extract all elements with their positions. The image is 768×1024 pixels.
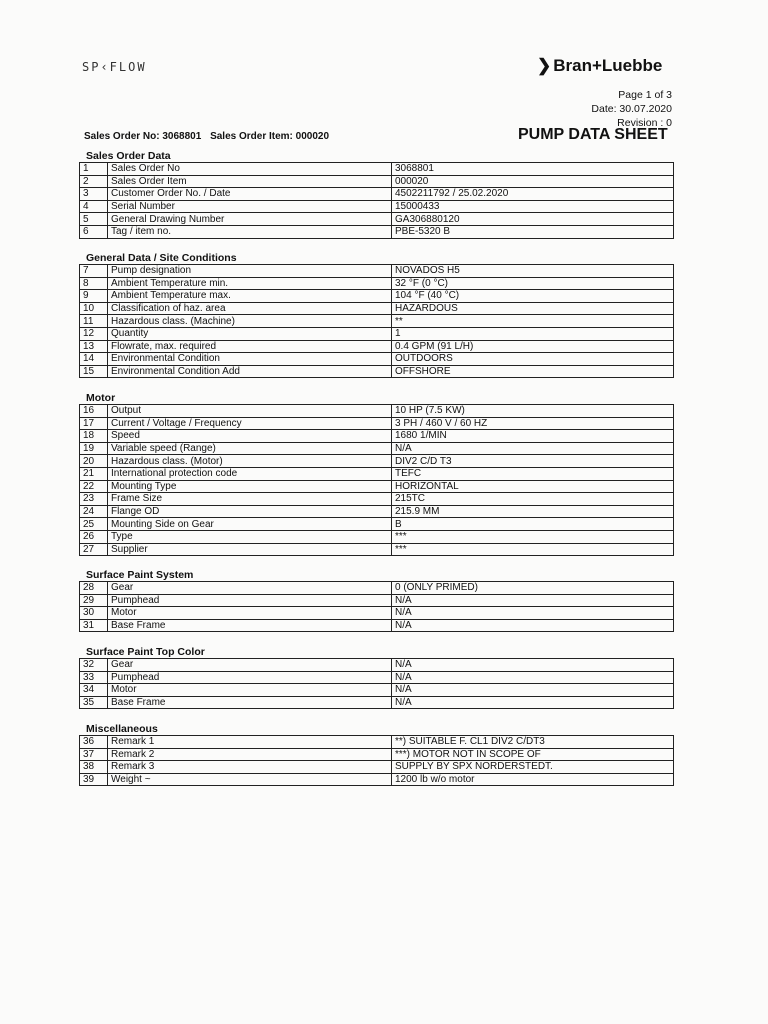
row-label: Ambient Temperature min.	[108, 277, 392, 290]
table-row	[80, 340, 674, 353]
table-row	[80, 505, 674, 518]
row-label: Hazardous class. (Machine)	[108, 315, 392, 328]
row-label: Output	[108, 405, 392, 418]
table-row	[80, 302, 674, 315]
row-label: Sales Order Item	[108, 175, 392, 188]
section-title: Motor	[86, 392, 116, 404]
page-number: Page 1 of 3	[618, 89, 672, 101]
row-number: 38	[80, 761, 108, 774]
table-row	[80, 455, 674, 468]
document-title: PUMP DATA SHEET	[518, 126, 668, 143]
bran-luebbe-logo	[537, 56, 662, 76]
row-number: 37	[80, 748, 108, 761]
row-label: Pumphead	[108, 594, 392, 607]
spxflow-logo: SP‹FLOW	[82, 60, 147, 74]
row-number: 10	[80, 302, 108, 315]
section-title: Miscellaneous	[86, 723, 158, 735]
row-value: N/A	[392, 659, 674, 672]
sales-order-item: Sales Order Item: 000020	[210, 131, 330, 142]
table-row	[80, 773, 674, 786]
table-row	[80, 430, 674, 443]
table-row	[80, 467, 674, 480]
table-row	[80, 748, 674, 761]
row-number: 2	[80, 175, 108, 188]
table-row	[80, 188, 674, 201]
row-value: 215.9 MM	[392, 505, 674, 518]
row-value: **	[392, 315, 674, 328]
table-row	[80, 417, 674, 430]
row-value: 4502211792 / 25.02.2020	[392, 188, 674, 201]
row-value: SUPPLY BY SPX NORDERSTEDT.	[392, 761, 674, 774]
row-label: Quantity	[108, 327, 392, 340]
row-number: 17	[80, 417, 108, 430]
row-label: Base Frame	[108, 696, 392, 709]
sales-order-line	[84, 131, 335, 142]
miscellaneous-table	[79, 735, 674, 786]
row-value: N/A	[392, 696, 674, 709]
row-number: 30	[80, 607, 108, 620]
table-row	[80, 163, 674, 176]
row-number: 20	[80, 455, 108, 468]
table-row	[80, 200, 674, 213]
row-value: 15000433	[392, 200, 674, 213]
row-label: Flange OD	[108, 505, 392, 518]
bran-luebbe-logo-text: Bran+Luebbe	[553, 56, 663, 75]
section-title: Sales Order Data	[86, 150, 171, 162]
row-number: 26	[80, 530, 108, 543]
row-label: Classification of haz. area	[108, 302, 392, 315]
row-value: 215TC	[392, 493, 674, 506]
row-number: 3	[80, 188, 108, 201]
row-label: Gear	[108, 659, 392, 672]
row-number: 24	[80, 505, 108, 518]
row-number: 14	[80, 353, 108, 366]
row-value: N/A	[392, 594, 674, 607]
row-label: Current / Voltage / Frequency	[108, 417, 392, 430]
row-value: N/A	[392, 619, 674, 632]
table-row	[80, 225, 674, 238]
row-value: 32 °F (0 °C)	[392, 277, 674, 290]
row-label: Type	[108, 530, 392, 543]
row-value: GA306880120	[392, 213, 674, 226]
table-row	[80, 696, 674, 709]
row-label: Hazardous class. (Motor)	[108, 455, 392, 468]
table-row	[80, 315, 674, 328]
row-label: General Drawing Number	[108, 213, 392, 226]
document-revision: Revision : 0	[617, 117, 672, 129]
row-label: Supplier	[108, 543, 392, 556]
row-value: 3068801	[392, 163, 674, 176]
row-label: Base Frame	[108, 619, 392, 632]
row-number: 15	[80, 365, 108, 378]
sales-order-no: Sales Order No: 3068801	[84, 131, 202, 142]
row-label: Environmental Condition	[108, 353, 392, 366]
row-label: Environmental Condition Add	[108, 365, 392, 378]
table-row	[80, 619, 674, 632]
row-number: 35	[80, 696, 108, 709]
row-label: Mounting Type	[108, 480, 392, 493]
row-value: 0.4 GPM (91 L/H)	[392, 340, 674, 353]
row-number: 32	[80, 659, 108, 672]
row-number: 9	[80, 290, 108, 303]
row-value: 10 HP (7.5 KW)	[392, 405, 674, 418]
row-number: 4	[80, 200, 108, 213]
row-value: 3 PH / 460 V / 60 HZ	[392, 417, 674, 430]
row-label: Variable speed (Range)	[108, 442, 392, 455]
table-row	[80, 327, 674, 340]
row-value: 104 °F (40 °C)	[392, 290, 674, 303]
row-value: OFFSHORE	[392, 365, 674, 378]
row-value: 1	[392, 327, 674, 340]
row-label: Frame Size	[108, 493, 392, 506]
row-value: B	[392, 518, 674, 531]
table-row	[80, 671, 674, 684]
row-label: Ambient Temperature max.	[108, 290, 392, 303]
row-label: Pump designation	[108, 265, 392, 278]
chevron-right-icon: ❯	[537, 56, 552, 75]
sales-order-data-table	[79, 162, 674, 239]
table-row	[80, 405, 674, 418]
row-value: NOVADOS H5	[392, 265, 674, 278]
table-row	[80, 543, 674, 556]
row-label: Remark 1	[108, 736, 392, 749]
row-label: Tag / item no.	[108, 225, 392, 238]
table-row	[80, 530, 674, 543]
row-value: DIV2 C/D T3	[392, 455, 674, 468]
row-number: 22	[80, 480, 108, 493]
table-row	[80, 290, 674, 303]
row-value: ***	[392, 530, 674, 543]
table-row	[80, 175, 674, 188]
row-number: 19	[80, 442, 108, 455]
row-label: Remark 2	[108, 748, 392, 761]
table-row	[80, 213, 674, 226]
surface-paint-top-color-table	[79, 658, 674, 709]
surface-paint-system-table	[79, 581, 674, 632]
row-number: 16	[80, 405, 108, 418]
document-date: Date: 30.07.2020	[591, 103, 672, 115]
row-value: N/A	[392, 684, 674, 697]
row-label: Motor	[108, 607, 392, 620]
row-label: International protection code	[108, 467, 392, 480]
row-number: 36	[80, 736, 108, 749]
row-number: 29	[80, 594, 108, 607]
table-row	[80, 594, 674, 607]
table-row	[80, 607, 674, 620]
row-number: 28	[80, 582, 108, 595]
row-label: Weight ~	[108, 773, 392, 786]
row-value: ***) MOTOR NOT IN SCOPE OF	[392, 748, 674, 761]
row-number: 7	[80, 265, 108, 278]
row-label: Motor	[108, 684, 392, 697]
row-label: Speed	[108, 430, 392, 443]
table-row	[80, 659, 674, 672]
row-value: TEFC	[392, 467, 674, 480]
table-row	[80, 761, 674, 774]
row-label: Sales Order No	[108, 163, 392, 176]
row-number: 31	[80, 619, 108, 632]
row-value: ***	[392, 543, 674, 556]
table-row	[80, 684, 674, 697]
table-row	[80, 518, 674, 531]
table-row	[80, 493, 674, 506]
row-value: OUTDOORS	[392, 353, 674, 366]
row-number: 13	[80, 340, 108, 353]
row-number: 6	[80, 225, 108, 238]
row-label: Gear	[108, 582, 392, 595]
table-row	[80, 265, 674, 278]
row-number: 23	[80, 493, 108, 506]
table-row	[80, 365, 674, 378]
row-label: Serial Number	[108, 200, 392, 213]
section-title: Surface Paint System	[86, 569, 194, 581]
row-value: N/A	[392, 607, 674, 620]
row-number: 25	[80, 518, 108, 531]
row-label: Pumphead	[108, 671, 392, 684]
row-number: 33	[80, 671, 108, 684]
row-value: 000020	[392, 175, 674, 188]
table-row	[80, 582, 674, 595]
section-title: Surface Paint Top Color	[86, 646, 205, 658]
row-value: 1680 1/MIN	[392, 430, 674, 443]
row-label: Customer Order No. / Date	[108, 188, 392, 201]
row-label: Remark 3	[108, 761, 392, 774]
row-value: 1200 lb w/o motor	[392, 773, 674, 786]
document-meta	[591, 88, 672, 130]
table-row	[80, 442, 674, 455]
table-row	[80, 736, 674, 749]
row-number: 8	[80, 277, 108, 290]
row-number: 1	[80, 163, 108, 176]
section-title: General Data / Site Conditions	[86, 252, 237, 264]
row-value: HAZARDOUS	[392, 302, 674, 315]
row-label: Flowrate, max. required	[108, 340, 392, 353]
row-number: 12	[80, 327, 108, 340]
row-number: 27	[80, 543, 108, 556]
row-number: 21	[80, 467, 108, 480]
row-number: 34	[80, 684, 108, 697]
row-number: 18	[80, 430, 108, 443]
row-number: 5	[80, 213, 108, 226]
row-value: 0 (ONLY PRIMED)	[392, 582, 674, 595]
row-number: 11	[80, 315, 108, 328]
row-value: N/A	[392, 442, 674, 455]
row-number: 39	[80, 773, 108, 786]
table-row	[80, 353, 674, 366]
row-value: PBE-5320 B	[392, 225, 674, 238]
motor-table	[79, 404, 674, 556]
row-label: Mounting Side on Gear	[108, 518, 392, 531]
table-row	[80, 480, 674, 493]
row-value: HORIZONTAL	[392, 480, 674, 493]
general-data-table	[79, 264, 674, 378]
row-value: **) SUITABLE F. CL1 DIV2 C/DT3	[392, 736, 674, 749]
table-row	[80, 277, 674, 290]
row-value: N/A	[392, 671, 674, 684]
